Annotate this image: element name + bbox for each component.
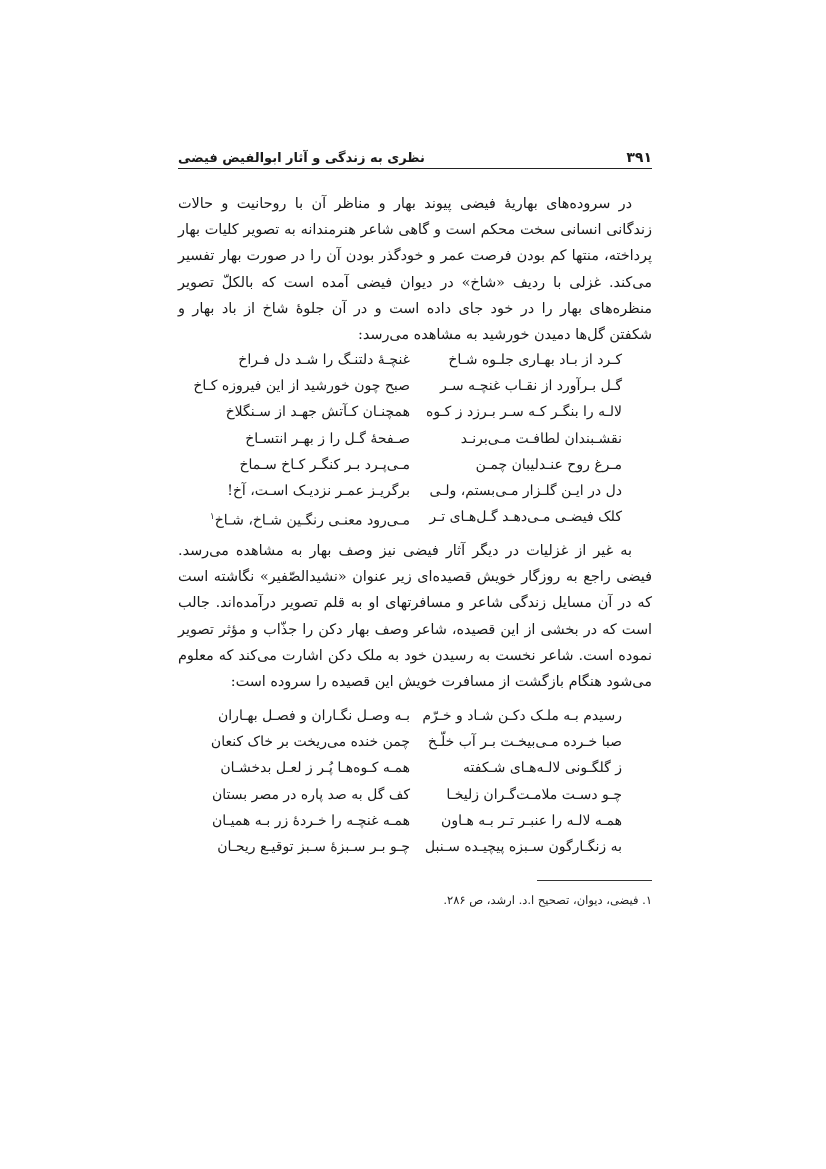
first-hemistich: چـو دسـت ملامـت‌گـران زلیخـا [446, 786, 622, 803]
first-hemistich: ز گلگـونی لالـه‌هـای شـکفته [463, 760, 622, 777]
second-hemistich [209, 504, 410, 530]
second-hemistich: غنچـهٔ دلتنـگ را شـد دل فـراخ [238, 352, 410, 368]
poem-verse [212, 452, 622, 478]
first-hemistich: گـل بـرآورد از نقـاب غنچـه سـر [440, 378, 622, 395]
poem-verse [209, 504, 622, 530]
first-hemistich: به زنگـارگون سـبزه پیچیـده سـنبل [424, 838, 622, 855]
first-hemistich: همـه لالـه را عنبـر تـر بـه هـاون [441, 812, 622, 829]
paragraph-1 [178, 191, 652, 348]
poem-verse [212, 755, 622, 781]
paragraph-2-text: به غیر از غزلیات در دیگر آثار فیضی نیز وصف بهار به مشاهده می‌رسد. فیضی راجع به روزگار خویش قصیده‌ای زیر عنوان «نشیدالصّفیر» نگاشته است که در آن مسایل زندگی شاعر و مسافرتهای او به قلم تصویر درآمده‌اند. جالب است که در بخشی از این قصیده، شاعر وصف بهار دکن را جذّاب و مؤثر تصویر نموده است. شاعر نخست به رسیدن خود به ملک دکن اشارت می‌کند که معلوم می‌شود هنگام بازگشت از مسافرت خویش این قصیده را سروده است: [178, 543, 652, 691]
poem-verse [212, 834, 622, 860]
first-hemistich: کـرد از بـاد بهـاری جلـوه شـاخ [448, 352, 622, 368]
poem-2 [212, 703, 622, 860]
paragraph-1-text: در سروده‌های بهاریهٔ فیضی پیوند بهار و مناظر آن با روحانیت و حالات زندگانی انسانی سخت محکم است و گاهی شاعر هنرمندانه به تصویر کلیات بهار پرداخته، منتها کم بودن فرصت عمر و خودگذر بودن آن را در صورت بهار تفسیر می‌کند. غزلی با ردیف «شاخ» در دیوان فیضی آمده است که بالکلّ تصویر منظره‌های بهار را در خود جای داده است و در آن جلوهٔ شاخ از باد بهار و شکفتن گل‌ها دمیدن خورشید به مشاهده می‌رسد: [178, 196, 652, 344]
footnote: ۱. فیضی، دیوان، تصحیح ا.د. ارشد، ص ۲۸۶. [443, 893, 652, 907]
page-number: ۳۹۱ [626, 150, 652, 166]
poem-verse [212, 782, 622, 808]
first-hemistich: کلک فیضـی مـی‌دهـد گـل‌هـای تـر [429, 509, 622, 526]
poem-verse [212, 426, 622, 452]
poem-verse [212, 729, 622, 755]
footnote-ref: ۱ [209, 512, 215, 523]
header-rule [178, 168, 652, 169]
second-hemistich: چمن خنده می‌ریخت بر خاک کنعان [210, 734, 410, 751]
second-hemistich-text: مـی‌رود معنـی رنگـین شـاخ، شـاخ [214, 512, 410, 529]
second-hemistich: همچنـان کـآتش جهـد از سـنگلاخ [225, 404, 410, 421]
running-title: نظری به زندگی و آثار ابوالفیض فیضی [178, 151, 425, 166]
second-hemistich: برگریـز عمـر نزدیـک اسـت، آخ! [227, 482, 410, 499]
first-hemistich: نقشـبندان لطافـت مـی‌برنـد [460, 430, 622, 447]
poem-verse [212, 808, 622, 834]
poem-verse [212, 347, 622, 373]
second-hemistich: صـفحهٔ گـل را ز بهـر انتسـاخ [245, 430, 410, 447]
footnote-rule [537, 880, 652, 881]
second-hemistich: صبح چون خورشید از این فیروزه کـاخ [193, 378, 410, 395]
second-hemistich: همـه کـوه‌هـا پُـر ز لعـل بدخشـان [220, 760, 410, 777]
first-hemistich: لالـه را بنگـر کـه سـر بـرزد ز کـوه [426, 404, 622, 421]
poem-verse [212, 703, 622, 729]
second-hemistich: بـه وصـل نگـاران و فصـل بهـاران [218, 708, 410, 724]
second-hemistich: مـی‌پـرد بـر کنگـر کـاخ سـماخ [239, 456, 410, 473]
poem-1 [193, 347, 622, 530]
second-hemistich: همـه غنچـه را خـردهٔ زر بـه همیـان [211, 812, 410, 829]
poem-verse [212, 399, 622, 425]
second-hemistich: چـو بـر سـبزهٔ سـبز توقیـع ریحـان [217, 838, 410, 855]
poem-verse [212, 478, 622, 504]
first-hemistich: رسیدم بـه ملـک دکـن شـاد و خـرّم [422, 708, 622, 724]
first-hemistich: دل در ایـن گلـزار مـی‌بستم، ولـی [429, 482, 622, 499]
poem-verse [193, 373, 622, 399]
second-hemistich: کف گل به صد پاره در مصر بستان [212, 786, 410, 803]
paragraph-2 [178, 538, 652, 695]
first-hemistich: مـرغ روح عنـدلیبان چمـن [475, 456, 622, 473]
running-header [178, 140, 652, 166]
first-hemistich: صبا خـرده مـی‌بیخـت بـر آب خلّـخ [427, 734, 622, 751]
